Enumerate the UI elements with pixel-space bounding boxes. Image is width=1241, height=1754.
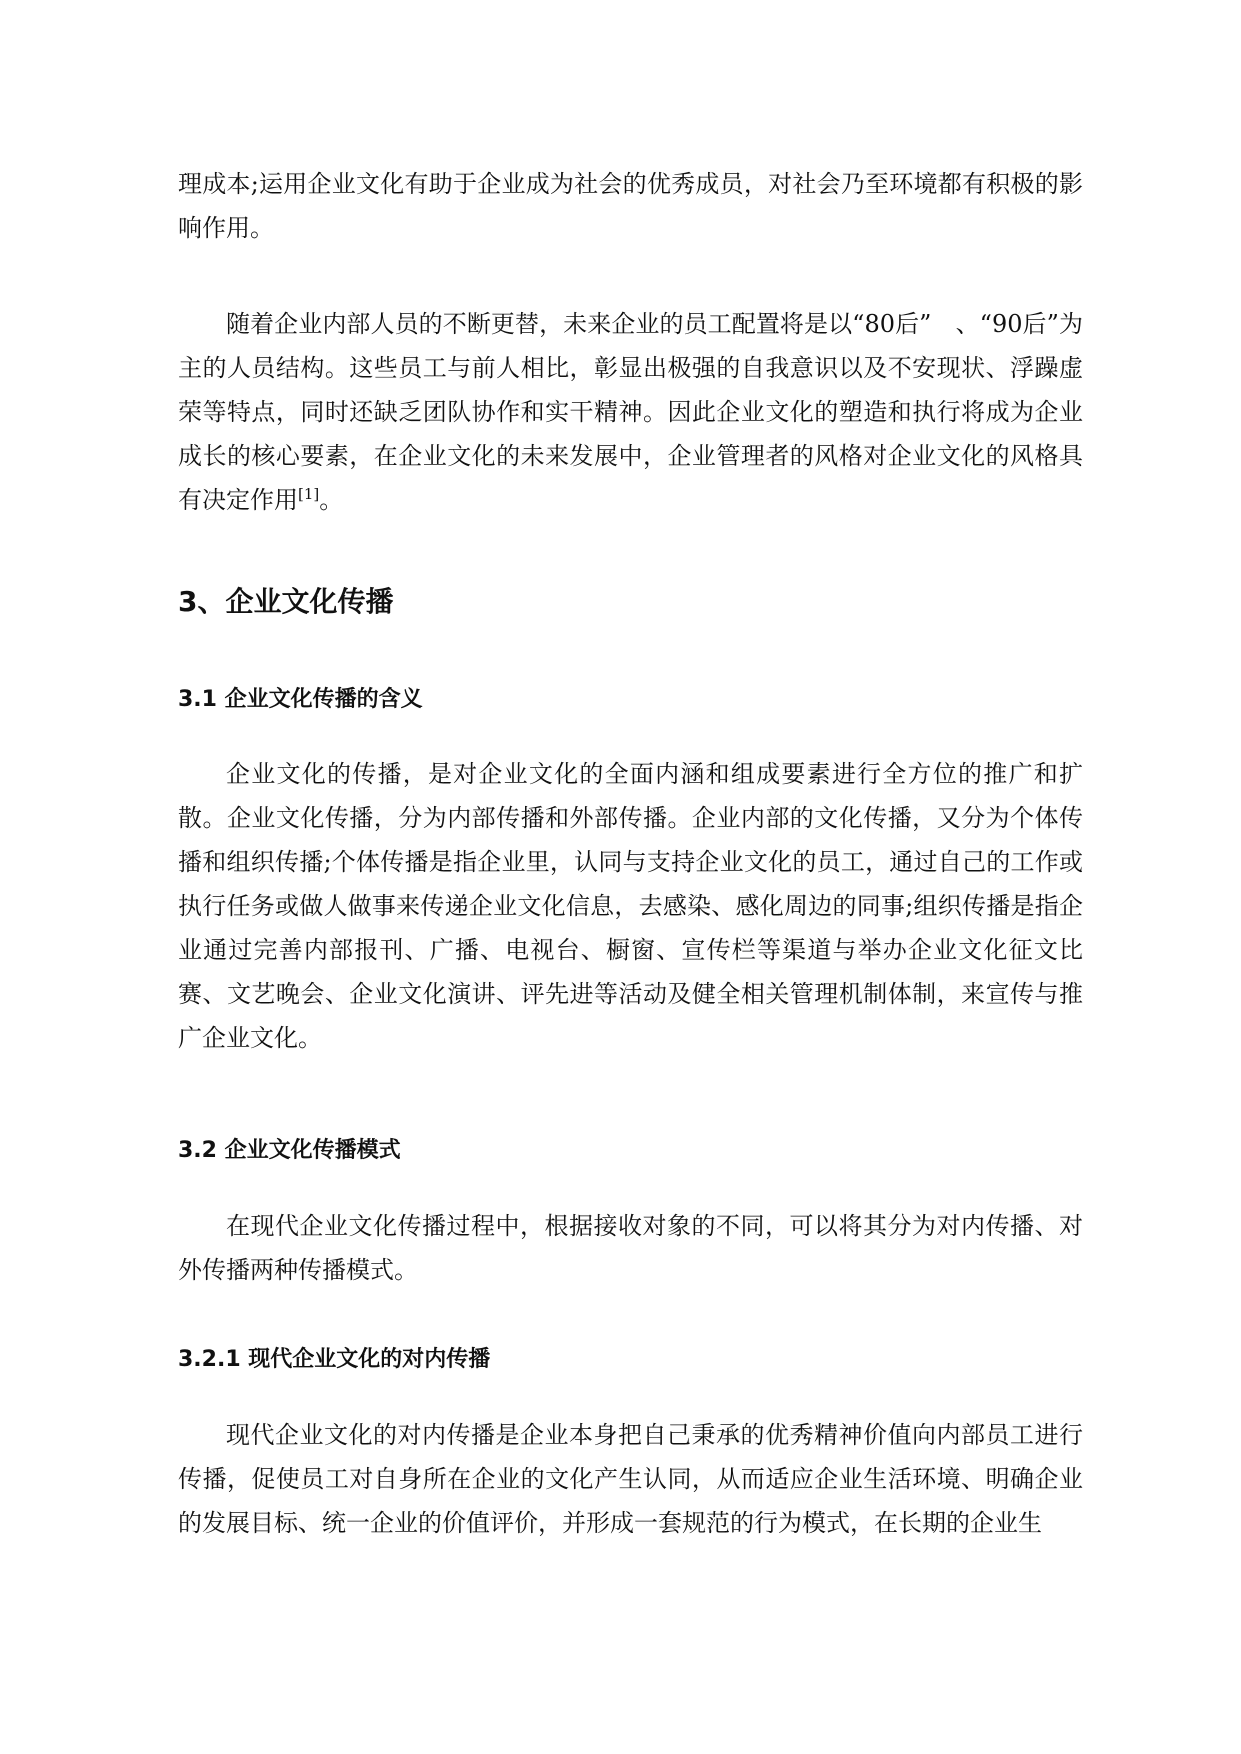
section-3-1-heading-block xyxy=(178,683,1083,717)
section-3-2-1-heading: 3.2.1 现代企业文化的对内传播 xyxy=(178,1347,491,1372)
citation-ref: [1] xyxy=(298,485,320,503)
section-3-2-1-paragraph: 现代企业文化的对内传播是企业本身把自己秉承的优秀精神价值向内部员工进行传播，促使员工对自身所在企业的文化产生认同，从而适应企业生活环境、明确企业的发展目标、统一企业的价值评价，并形成一套规范的行为模式，在长期的企业生 xyxy=(178,1421,1083,1537)
staff-paragraph-block xyxy=(178,302,1083,522)
section-3-1-paragraph-block xyxy=(178,752,1083,1060)
section-3-2-1-heading-block xyxy=(178,1343,1083,1377)
section-3-2-heading: 3.2 企业文化传播模式 xyxy=(178,1138,401,1163)
section-3-2-heading-block xyxy=(178,1134,1083,1168)
section-3-1-paragraph: 企业文化的传播，是对企业文化的全面内涵和组成要素进行全方位的推广和扩散。企业文化传播，分为内部传播和外部传播。企业内部的文化传播，又分为个体传播和组织传播;个体传播是指企业里，认同与支持企业文化的员工，通过自己的工作或执行任务或做人做事来传递企业文化信息，去感染、感化周边的同事;组织传播是指企业通过完善内部报刊、广播、电视台、橱窗、宣传栏等渠道与举办企业文化征文比赛、文艺晚会、企业文化演讲、评先进等活动及健全相关管理机制体制，来宣传与推广企业文化。 xyxy=(178,760,1083,1052)
section-3-2-paragraph: 在现代企业文化传播过程中，根据接收对象的不同，可以将其分为对内传播、对外传播两种传播模式。 xyxy=(178,1212,1083,1284)
staff-paragraph xyxy=(178,302,1083,522)
intro-paragraph-block xyxy=(178,162,1083,250)
section-3-heading: 3、企业文化传播 xyxy=(178,585,394,618)
section-3-2-1-paragraph-block xyxy=(178,1413,1083,1545)
staff-paragraph-text: 随着企业内部人员的不断更替，未来企业的员工配置将是以“80后” 、“90后”为主的人员结构。这些员工与前人相比，彰显出极强的自我意识以及不安现状、浮躁虚荣等特点，同时还缺乏团队协作和实干精神。因此企业文化的塑造和执行将成为企业成长的核心要素，在企业文化的未来发展中，企业管理者的风格对企业文化的风格具有决定作用 xyxy=(178,310,1083,514)
intro-paragraph: 理成本;运用企业文化有助于企业成为社会的优秀成员，对社会乃至环境都有积极的影响作用。 xyxy=(178,170,1083,242)
section-3-heading-block xyxy=(178,582,1083,622)
section-3-2-paragraph-block xyxy=(178,1204,1083,1292)
section-3-1-heading: 3.1 企业文化传播的含义 xyxy=(178,687,423,712)
staff-paragraph-end: 。 xyxy=(319,486,344,514)
